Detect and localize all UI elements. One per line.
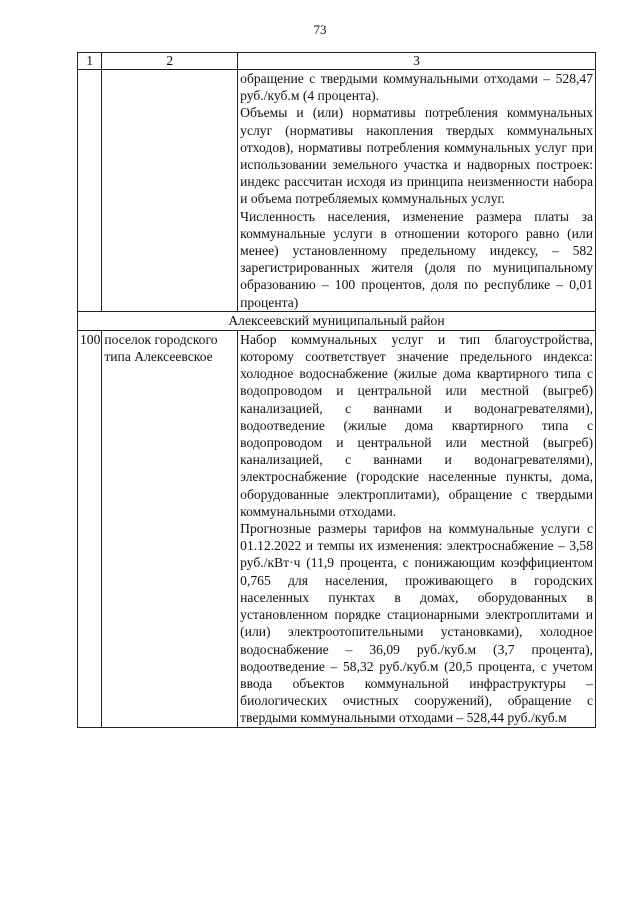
table-row-continuation — [78, 70, 596, 312]
paragraph: Прогнозные размеры тарифов на коммунальные услуги с 01.12.2022 и темпы их изменения: электроснабжение – 3,58 руб./кВт·ч (11,9 процента, с понижающим коэффициентом 0,765 для населения, проживающего в городских населенных пунктах в домах, оборудованных в установленном порядке стационарными электроплитами и (или) электроотопительными установками), холодное водоснабжение – 36,09 руб./куб.м (3,7 процента), водоотведение – 58,32 руб./куб.м (20,5 процента, с учетом ввода объектов коммунальной инфраструктуры – биологических очистных сооружений), обращение с твердыми коммунальными отходами – 528,44 руб./куб.м — [240, 521, 593, 726]
row-locality: поселок городского типа Алексеевское — [102, 330, 238, 727]
cell-empty-locality — [102, 70, 238, 312]
cell-continuation-text — [238, 70, 596, 312]
paragraph: Численность населения, изменение размера платы за коммунальные услуги в отношении которого равно (или менее) установленному предельному индексу, – 582 зарегистрированных жителя (доля по муниципальному образованию – 100 процентов, доля по республике – 0,01 процента) — [240, 208, 593, 310]
paragraph: обращение с твердыми коммунальными отходами – 528,47 руб./куб.м (4 процента). — [240, 71, 593, 104]
page-number: 73 — [313, 22, 327, 37]
row-number: 100 — [78, 330, 102, 727]
table-header-row — [78, 53, 596, 70]
paragraph: Набор коммунальных услуг и тип благоустройства, которому соответствует значение предельного индекса: холодное водоснабжение (жилые дома квартирного типа с водопроводом и центральной или местной (выгреб) канализацией, с ваннами и водонагревателями), водоотведение (жилые дома квартирного типа с водопроводом и центральной или местной (выгреб) канализацией, с ваннами и водонагревателями), электроснабжение (городские населенные пункты, дома, оборудованные электроплитами), обращение с твердыми коммунальными отходами. — [240, 331, 593, 519]
header-col-3: 3 — [238, 53, 596, 70]
header-col-2: 2 — [102, 53, 238, 70]
table-row — [78, 330, 596, 727]
tariff-table — [77, 52, 596, 728]
section-row — [78, 311, 596, 330]
header-col-1: 1 — [78, 53, 102, 70]
row-description — [238, 330, 596, 727]
section-title: Алексеевский муниципальный район — [78, 311, 596, 330]
paragraph: Объемы и (или) нормативы потребления коммунальных услуг (нормативы накопления твердых коммунальных отходов), нормативы потребления коммунальных услуг при использовании земельного участка и надворных построек: индекс рассчитан исходя из принципа неизменности набора и объема потребляемых коммунальных услуг. — [240, 105, 593, 207]
cell-empty-number — [78, 70, 102, 312]
